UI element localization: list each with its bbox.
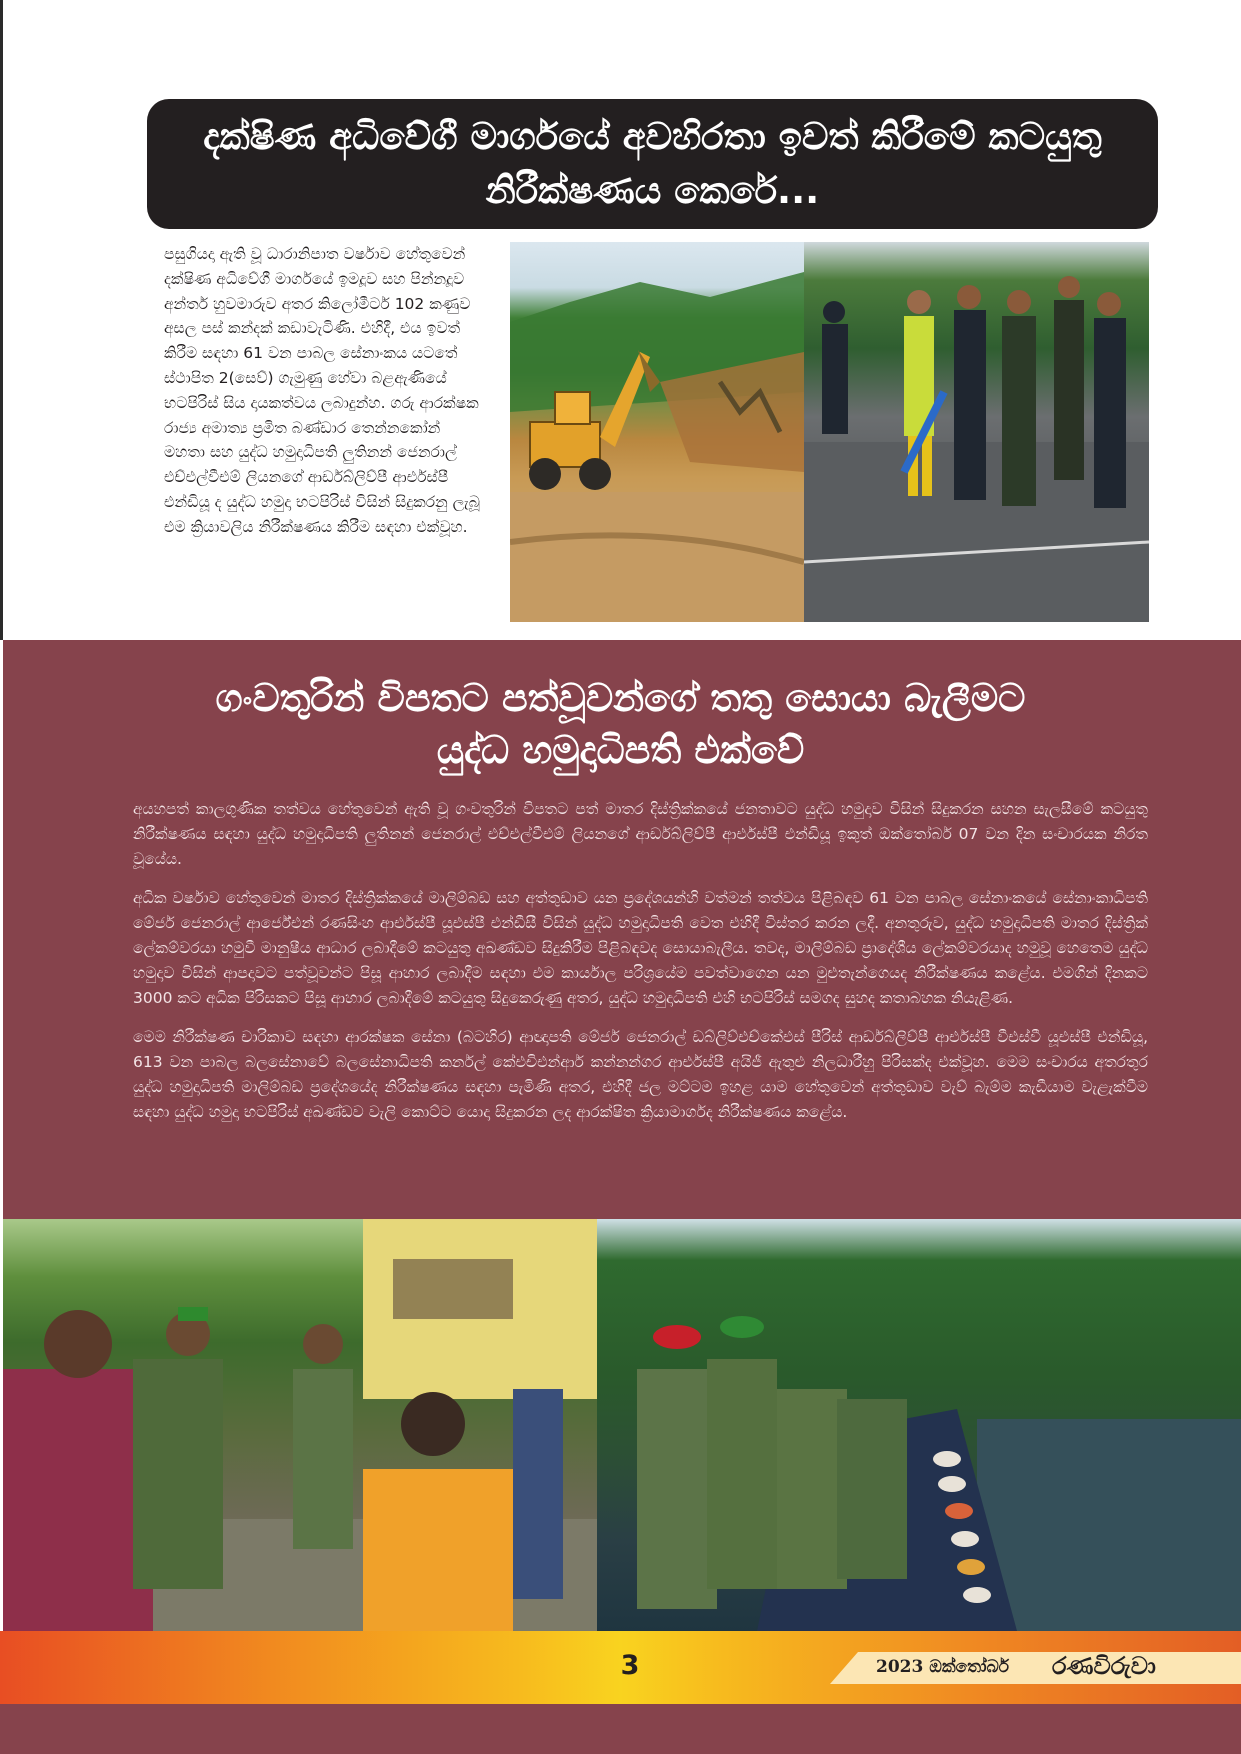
photo-backhoe-landslide — [510, 242, 804, 622]
article2-paragraph: අයහපත් කාලගුණික තත්වය හේතුවෙන් ඇති වූ ගංවතුරින් විපතට පත් මාතර දිස්ත්‍රික්කයේ ජනතාවට යුද්ධ හමුදාව විසින් සිදුකරන සහන සැලසීමේ කටයුතු නිරීක්ෂණය සඳහා යුද්ධ හමුදාධිපති ලුතිනන් ජෙනරාල් එච්එල්වීඑම් ලියනගේ ආර්ඩබ්ලිව්පී ආර්එස්පී එන්ඩියූ ඉකුත් ඔක්තෝබර් 07 වන දින සංචාරයක නිරත වූයේය. — [133, 800, 1148, 868]
article1-body: පසුගියදා ඇති වූ ධාරානිපාත වර්ෂාව හේතුවෙන් දක්ෂිණ අධිවේගී මාර්ගයේ ඉමදූව සහ පින්නදූව අන්තර් හුවමාරුව අතර කිලෝමීටර් 102 කණුව අසල පස් කන්දක් කඩාවැටිණි. එහිදී, එය ඉවත් කිරීම සඳහා 61 වන පාබල සේනාංකය යටතේ ස්ථාපිත 2(සෙව්) ගැමුණු හේවා බළඇණියේ භටපිරිස් සිය දායකත්වය ලබාදුන්හ. ගරු ආරක්ෂක රාජ්‍ය අමාත්‍ය ප්‍රමිත බණ්ඩාර තෙන්නකෝන් මහතා සහ යුද්ධ හමුදාධිපති ලුතිනන් ජෙනරාල් එච්එල්වීඑම් ලියනගේ ආර්ඩබ්ලිව්පී ආර්එස්පී එන්ඩියූ ද යුද්ධ හමුදා භටපිරිස් විසින් සිදුකරනු ලැබූ එම ක්‍රියාවලිය නිරීක්ෂණය කිරීම සඳහා එක්වූහ. — [164, 245, 480, 536]
article1-headline — [147, 99, 1158, 229]
photo-officials-inspection — [804, 242, 1149, 622]
article2-headline-line1: ගංවතුරින් විපතට පත්වූවන්ගේ තතු සොයා බැලීමට — [215, 676, 1026, 720]
magazine-brand: රණවිරුවා — [1052, 1652, 1156, 1680]
article1-headline-line2: නිරීක්ෂණය කෙරේ... — [485, 169, 820, 212]
photo-flood-crowd — [3, 1219, 597, 1631]
page-number: 3 — [620, 1650, 640, 1681]
bottom-band — [0, 1704, 1241, 1754]
article2-headline — [40, 672, 1201, 776]
article2-paragraph: අධික වර්ෂාව හේතුවෙන් මාතර දිස්ත්‍රික්කයේ මාලිම්බඩ සහ අත්තුඩාව යන ප්‍රදේශයන්හි වත්මන් තත්වය පිළිබඳව 61 වන පාබල සේනාංකයේ සේනාංකාධිපති මේජර් ජෙනරාල් ආර්ජේඑන් රණසිංහ ආර්එස්පී යූඑස්පී එන්ඩීසී විසින් යුද්ධ හමුදාධිපති වෙත එහිදී විස්තර කරන ලදී. අනතුරුව, යුද්ධ හමුදාධිපති මාතර දිස්ත්‍රික් ලේකම්වරයා හමුවී මානුෂීය ආධාර ලබාදීමේ කටයුතු අඛණ්ඩව සිදුකිරීම පිළිබඳවද සොයාබැලීය. තවද, මාලිම්බඩ ප්‍රාදේශීය ලේකම්වරයාද හමුවූ හෙතෙම යුද්ධ හමුදාව විසින් ආපදාවට පත්වූවන්ට පිසූ ආහාර ලබාදීම සඳහා එම කාර්යාල පරිශ්‍රයේම පවත්වාගෙන යන මුළුතැන්ගෙයද නිරීක්ෂණය කළේය. එමගින් දිනකට 3000 කට අධික පිරිසකට පිසූ ආහාර ලබාදීමේ කටයුතු සිදුකෙරුණු අතර, යුද්ධ හමුදාධිපති එහි භටපිරිස් සමගද සුහද කතාබහක නියැළිණ. — [133, 889, 1148, 1007]
article1-headline-line1: දක්ෂිණ අධිවේගී මාර්ගයේ අවහිරතා ඉවත් කිරීමේ කටයුතු — [203, 115, 1102, 158]
left-margin-rule — [0, 0, 3, 640]
article2-paragraph: මෙම නිරීක්ෂණ චාරිකාව සඳහා ආරක්ෂක සේනා (බටහිර) ආඥාපති මේජර් ජෙනරාල් ඩබ්ලිව්එච්කේඑස් පීරිස් ආර්ඩබ්ලිව්පී ආර්එස්පී වීඑස්වී යූඑස්පී එන්ඩියූ, 613 වන පාබල බලසේනාවේ බලසේනාධිපති කර්නල් කේඑචිඑන්ආර් කන්නන්ගර ආර්එස්පී අයිජී ඇතුළු නිලධාරීහු පිරිසක්ද එක්වූහ. මෙම සංචාරය අතරතුර යුද්ධ හමුදාධිපති මාලිම්බඩ ප්‍රදේශයේද නිරීක්ෂණය සඳහා පැමිණි අතර, එහිදී ජල මට්ටම ඉහළ යාම හේතුවෙන් අත්තුඩාව වැව් බැම්ම කැඩීයාම වැළැක්වීම සඳහා යුද්ධ හමුදා භටපිරිස් අඛණ්ඩව වැලි කොට්ට යොදා සිදුකරන ලද ආරක්ෂිත ක්‍රියාමාර්ගද නිරීක්ෂණය කළේය. — [133, 1028, 1148, 1121]
photo-sandbag-embankment — [597, 1219, 1241, 1631]
article2-body — [133, 797, 1148, 1139]
article2-headline-line2: යුද්ධ හමුදාධිපති එක්වේ — [436, 728, 805, 772]
issue-date: 2023 ඔක්තෝබර් — [876, 1657, 1010, 1677]
